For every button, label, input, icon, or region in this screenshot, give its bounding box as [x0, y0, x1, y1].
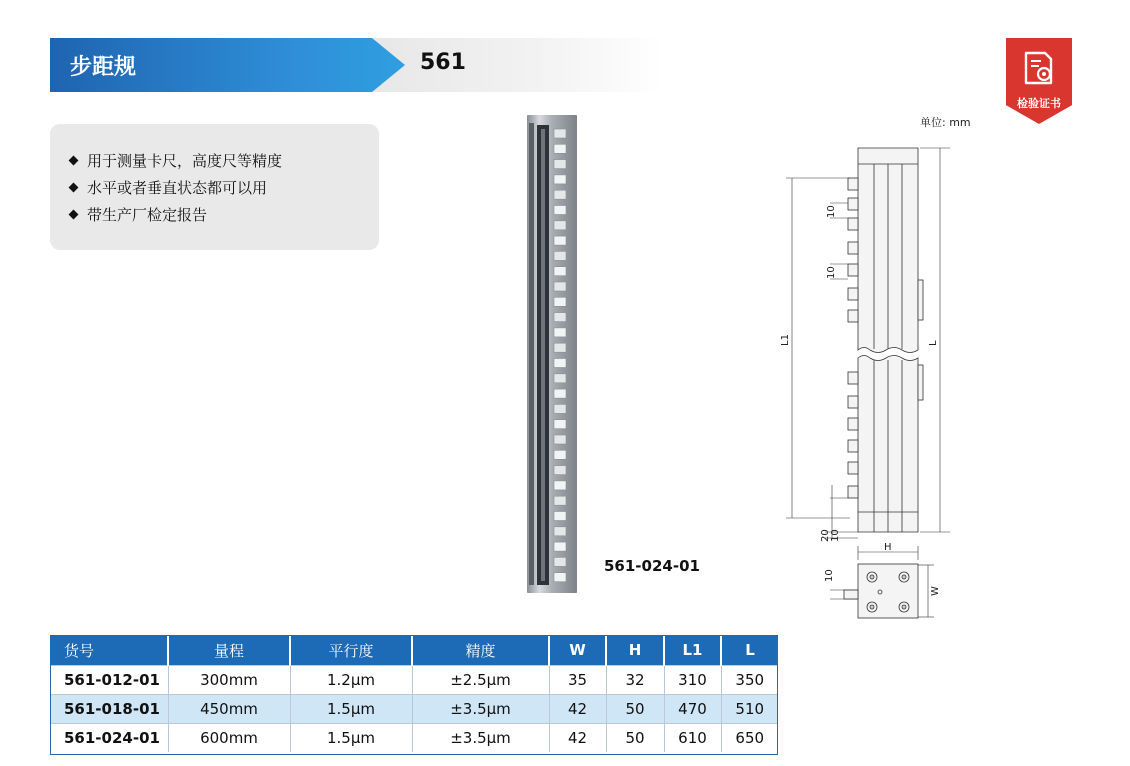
cell-h: 50 — [606, 695, 664, 724]
cell-part-number: 561-012-01 — [50, 666, 168, 695]
gauge-block — [554, 221, 566, 230]
cell-part-number: 561-024-01 — [50, 724, 168, 753]
column-header: L1 — [664, 635, 721, 666]
cell-parallelism: 1.5μm — [290, 695, 412, 724]
column-header: 平行度 — [290, 635, 412, 666]
gauge-block — [554, 282, 566, 291]
gauge-block — [554, 496, 566, 505]
model-number: 561 — [420, 50, 466, 75]
gauge-block — [554, 251, 566, 260]
cell-l1: 610 — [664, 724, 721, 753]
cell-accuracy: ±2.5μm — [412, 666, 549, 695]
page-title: 步距规 — [70, 55, 137, 80]
cell-h: 32 — [606, 666, 664, 695]
gauge-block — [554, 206, 566, 215]
dim-l1: L1 — [780, 334, 791, 346]
bullet-icon — [69, 156, 79, 166]
feature-item — [70, 177, 267, 198]
gauge-block — [554, 190, 566, 199]
dim-side-10: 10 — [824, 569, 835, 582]
gauge-block — [554, 267, 566, 276]
gauge-block — [554, 450, 566, 459]
product-label: 561-024-01 — [604, 557, 700, 575]
drawing-step — [848, 178, 858, 190]
gauge-block — [554, 343, 566, 352]
gauge-block — [554, 466, 566, 475]
drawing-step — [848, 242, 858, 254]
gauge-block — [554, 420, 566, 429]
column-header: W — [549, 635, 606, 666]
drawing-steps — [848, 178, 858, 498]
cell-l1: 310 — [664, 666, 721, 695]
dim-bottom-10: 10 — [830, 529, 841, 542]
gauge-block — [554, 359, 566, 368]
table-header-row — [50, 635, 778, 666]
cell-w: 35 — [549, 666, 606, 695]
feature-text: 水平或者垂直状态都可以用 — [87, 179, 268, 197]
gauge-block — [554, 389, 566, 398]
gauge-block — [554, 175, 566, 184]
drawing-step — [848, 462, 858, 474]
bullet-icon — [69, 183, 79, 193]
cell-l: 350 — [721, 666, 778, 695]
feature-item — [70, 150, 282, 171]
gauge-block — [554, 542, 566, 551]
certificate-badge — [1006, 38, 1072, 124]
cell-h: 50 — [606, 724, 664, 753]
dim-l: L — [928, 340, 939, 346]
badge-label: 检验证书 — [1017, 97, 1061, 110]
drawing-step — [848, 440, 858, 452]
cell-accuracy: ±3.5μm — [412, 695, 549, 724]
spec-table — [50, 635, 778, 752]
technical-drawing — [770, 140, 970, 620]
dim-bottom-20: 20 — [820, 529, 831, 542]
drawing-step — [848, 310, 858, 322]
feature-item — [70, 204, 207, 225]
gauge-block — [554, 481, 566, 490]
dim-h: H — [884, 542, 892, 553]
gauge-block — [554, 160, 566, 169]
cell-w: 42 — [549, 724, 606, 753]
table-row — [50, 666, 778, 695]
cell-range: 450mm — [168, 695, 290, 724]
certificate-icon — [1021, 50, 1057, 88]
title-fade — [370, 38, 665, 92]
table-row — [50, 695, 778, 724]
gauge-block — [554, 129, 566, 138]
dim-w: W — [930, 586, 941, 596]
feature-text: 用于测量卡尺，高度尺等精度 — [87, 152, 283, 170]
gauge-block — [554, 512, 566, 521]
drawing-step — [848, 372, 858, 384]
cell-parallelism: 1.2μm — [290, 666, 412, 695]
cell-range: 600mm — [168, 724, 290, 753]
gauge-block — [554, 435, 566, 444]
drawing-step — [848, 218, 858, 230]
table-row — [50, 724, 778, 753]
drawing-step — [848, 288, 858, 300]
cell-l1: 470 — [664, 695, 721, 724]
drawing-step — [848, 264, 858, 276]
column-header: H — [606, 635, 664, 666]
feature-text: 带生产厂检定报告 — [87, 206, 208, 224]
drawing-step — [848, 418, 858, 430]
unit-label: 单位: mm — [920, 116, 971, 129]
dim-pitch-second: 10 — [826, 266, 837, 279]
gauge-block — [554, 236, 566, 245]
gauge-block — [554, 527, 566, 536]
bullet-icon — [69, 210, 79, 220]
cell-parallelism: 1.5μm — [290, 724, 412, 753]
cell-l: 510 — [721, 695, 778, 724]
drawing-step — [848, 396, 858, 408]
drawing-step — [848, 198, 858, 210]
cell-part-number: 561-018-01 — [50, 695, 168, 724]
cell-l: 650 — [721, 724, 778, 753]
cell-w: 42 — [549, 695, 606, 724]
gauge-block — [554, 557, 566, 566]
title-bar — [50, 38, 665, 92]
gauge-block — [554, 297, 566, 306]
dim-pitch-top: 10 — [826, 205, 837, 218]
gauge-block — [554, 144, 566, 153]
drawing-step — [848, 486, 858, 498]
column-header: 精度 — [412, 635, 549, 666]
gauge-block — [554, 404, 566, 413]
features-box — [50, 124, 379, 250]
cell-accuracy: ±3.5μm — [412, 724, 549, 753]
column-header: 货号 — [50, 635, 168, 666]
column-header: L — [721, 635, 778, 666]
gauge-block — [554, 313, 566, 322]
step-gauge-image — [527, 115, 577, 593]
gauge-block — [554, 573, 566, 582]
gauge-block — [554, 374, 566, 383]
gauge-block — [554, 328, 566, 337]
cell-range: 300mm — [168, 666, 290, 695]
column-header: 量程 — [168, 635, 290, 666]
